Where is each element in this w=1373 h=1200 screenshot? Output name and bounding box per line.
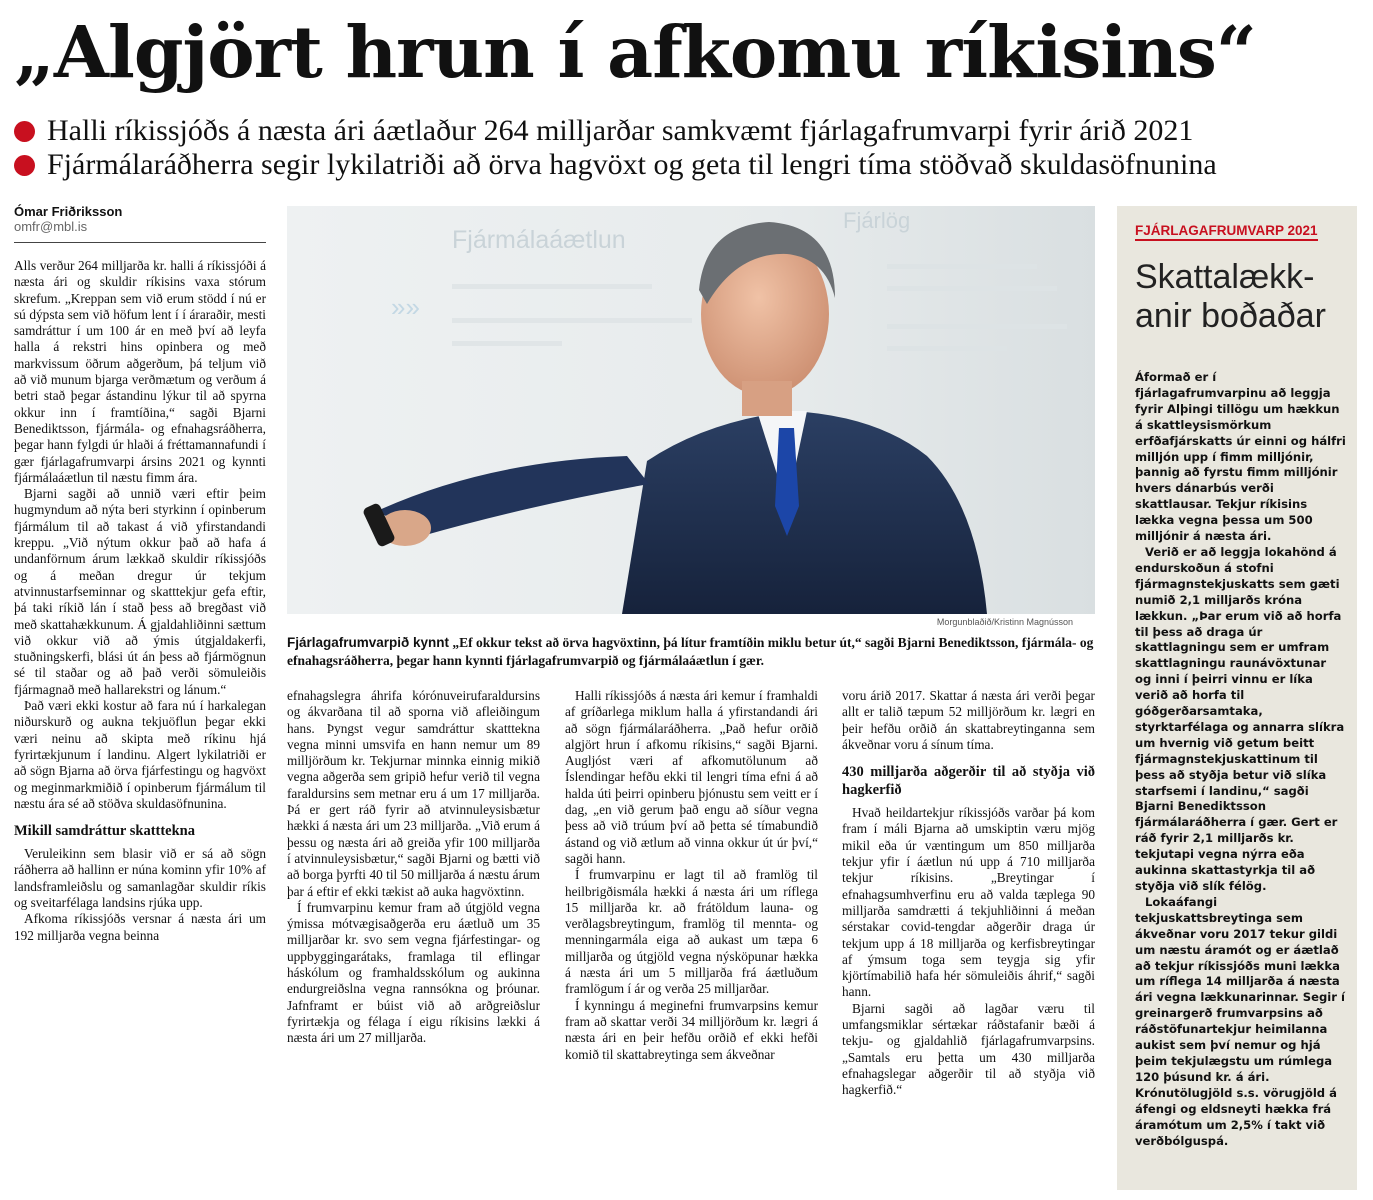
subheading: 430 milljarða aðgerðir til að styðja við hagkerfið xyxy=(842,764,1095,799)
sidebar-box xyxy=(1117,206,1357,1190)
paragraph: Alls verður 264 milljarða kr. halli á ríkissjóði á næsta ári og skuldir ríkisins vaxa stórum skrefum. „Kreppan sem við erum stödd í nú er sú dýpsta sem við höfum lent í í áraraðir, mesti samdráttur í um 100 ár en með því að leyfa halla á rekstri hins opinbera og með markvissum öðrum aðgerðum, þá teljum við að við munum bjarga verðmætum og verðum á betri stað þegar ástandinu lýkur til að spyrna okkur inn í framtíðina,“ sagði Bjarni Benediktsson, fjármála- og efnahagsráðherra, þegar hann fylgdi úr hlaði á fréttamannafundi í gær fjárlagafrumvarpi ársins 2021 og kynnti fjármálaáætlun til næstu fimm ára. xyxy=(14,258,266,485)
paragraph: Halli ríkissjóðs á næsta ári kemur í framhaldi af gríðarlega miklum halla á yfirstandandi ári að sögn fjármálaráðherra. „Það hefur orðið algjört hrun í afkomu ríkisins,“ sagði Bjarni. Augljóst væri af afkomutölunum að Íslendingar hefðu ekki til lengri tíma efni á að halda úti þeirri opinberu þjónustu sem veitt er í dag, „en við gerum það engu að síður vegna þess að við trúum því að þetta sé tímabundið ástand og við ætlum að vinna okkur út úr því,“ sagði hann. xyxy=(565,688,818,866)
paragraph: Hvað heildartekjur ríkissjóðs varðar þá kom fram í máli Bjarna að umskiptin væru mjög mikil eða úr væntingum um 850 milljarða tekjur yfir í áætlun nú upp á 710 milljarða tekjur ríkisins. „Breytingar í efnahagsumhverfinu eru að valda tæplega 90 milljarða samdrætti á tekjuhliðinni á meðan sérstakar covid-tengdar aðgerðir draga úr tekjum upp á 18 milljarða og kerfisbreytingar af ýmsum toga sem teygja sig yfir kjörtímabilið hafa hér sömuleiðis áhrif,“ sagði hann. xyxy=(842,805,1095,1000)
sidebar-title: Skattalækk-anir boðaðar xyxy=(1135,258,1326,335)
deck-item xyxy=(14,114,1359,148)
author-name: Ómar Friðriksson xyxy=(14,204,123,219)
photo-credit: Morgunblaðið/Kristinn Magnússon xyxy=(936,617,1073,627)
paragraph: Í frumvarpinu er lagt til að framlög til heilbrigðismála hækki á næsta ári um ríflega 15 milljarða kr. að frátöldum launa- og verðlagsbreytingum, framlög til mennta- og menningarmála eiga að aukast um tæpa 6 milljarða og útgjöld vegna nýsköpunar hækka á næsta ári um 5 milljarða frá áætluðum framlögum í ár og verða 25 milljarðar. xyxy=(565,867,818,997)
author-email: omfr@mbl.is xyxy=(14,219,88,234)
paragraph: Bjarni sagði að lagðar væru til umfangsmiklar sértækar ráðstafanir bæði á tekju- og gjaldahlið fjárlagafrumvarpsins. „Samtals eru þetta um 430 milljarða efnahagslegar aðgerðir til að styðja við hagkerfið.“ xyxy=(842,1000,1095,1098)
red-bullet-icon xyxy=(14,155,35,176)
red-bullet-icon xyxy=(14,121,35,142)
article-column-1 xyxy=(14,258,266,1200)
sidebar-kicker: FJÁRLAGAFRUMVARP 2021 xyxy=(1135,223,1318,241)
paragraph: Veruleikinn sem blasir við er sá að sögn ráðherra að hallinn er núna kominn yfir 10% af landsframleiðslu og samanlagðar skuldir ríkis og sveitarfélaga landsins rjúka upp. xyxy=(14,846,266,910)
caption-lead: Fjárlagafrumvarpið kynnt xyxy=(287,635,450,650)
paragraph: voru árið 2017. Skattar á næsta ári verði þegar allt er talið tæpum 52 milljörðum kr. lægri en þeir hefðu orðið án skattabreytinganna sem ákveðnar voru á sínum tíma. xyxy=(842,688,1095,752)
sidebar-body xyxy=(1135,370,1346,1149)
deck-text: Fjármálaráðherra segir lykilatriði að örva hagvöxt og geta til lengri tíma stöðvað skuldasöfnunina xyxy=(47,148,1217,181)
paragraph: Verið er að leggja lokahönd á endurskoðun á stofni fjármagnstekjuskatts sem gæti numið 2,1 milljarðs króna lækkun. „Þar erum við að horfa til þess að draga úr skattlagningu sem er umfram skattlagningu raunávöxtunar og inni í þeirri vinnu er líka verið að horfa til góðgerðarsamtaka, styrktarfélaga og annarra slíkra um hvernig við getum beitt fjármagnstekjuskattinum til þess að styðja betur við slíka starfsemi í landinu,“ sagði Bjarni Benediktsson fjármálaráðherra í gær. Gert er ráð fyrir 2,1 milljarðs kr. tekjutapi vegna nýrra eða aukinna skattastyrkja til að styðja við slík félög. xyxy=(1135,544,1345,893)
headline: „Algjört hrun í afkomu ríkisins“ xyxy=(14,10,1256,94)
screen-text: Fjármálaáætlun xyxy=(452,226,626,254)
paragraph: Í kynningu á meginefni frumvarpsins kemur fram að skattar verði 34 milljörðum kr. lægri á næsta ári en þeir hefðu orðið ef ekki hefði komið til skattabreytinga sem ákveðnar xyxy=(565,997,818,1062)
paragraph: Lokaáfangi tekjuskattsbreytinga sem ákveðnar voru 2017 tekur gildi um næstu áramót og er áætlað að tekjur ríkissjóðs muni lækka um ríflega 14 milljarða á næsta ári vegna lækkunarinnar. Segir í greinargerð frumvarpsins að ráðstöfunartekjur heimilanna aukist sem því nemur og hjá þeim tekjulægstu um rúmlega 120 þúsund kr. á ári. Krónutölugjöld s.s. vörugjöld á áfengi og eldsneyti hækka frá áramótum um 2,5% í takt við verðbólguspá. xyxy=(1135,894,1345,1148)
article-column-4 xyxy=(842,688,1095,1200)
news-photo xyxy=(287,206,1095,614)
chevrons-icon: »» xyxy=(391,292,420,322)
deck-text: Halli ríkissjóðs á næsta ári áætlaður 264 milljarðar samkvæmt fjárlagafrumvarpi fyrir árið 2021 xyxy=(47,114,1194,147)
paragraph: Áformað er í fjárlagafrumvarpinu að leggja fyrir Alþingi tillögu um hækkun á skattleysismörkum erfðafjárskatts úr einni og hálfri milljón upp í fimm milljónir, þannig að fyrstu fimm milljónir hvers dánarbús verði skattlausar. Tekjur ríkisins lækka vegna þessa um 500 milljónir á næsta ári. xyxy=(1135,370,1346,544)
paragraph: Afkoma ríkissjóðs versnar á næsta ári um 192 milljarða vegna beinna xyxy=(14,911,266,943)
article-column-3 xyxy=(565,688,818,1200)
photo-caption xyxy=(287,634,1095,670)
photo-image xyxy=(287,206,1095,614)
paragraph: efnahagslegra áhrifa kórónuveirufaraldursins og ákvarðana til að sporna við afleiðingum hans. Þyngst vegur samdráttur skatttekna vegna minni umsvifa en hann nemur um 89 milljörðum kr. Tekjurnar minnka einnig mikið vegna aðgerða sem gripið hefur verið til vegna faraldursins sem metnar eru á um 17 milljarða. Þá er gert ráð fyrir að atvinnuleysisbætur hækki á næsta ári um 23 milljarða. „Við erum á þessu og næsta ári að greiða yfir 100 milljarða í atvinnuleysisbætur,“ sagði Bjarni og bætti við að borga þyrfti 40 til 50 milljarða á næstu árum þar á eftir ef ekki tækist að auka hagvöxtinn. xyxy=(287,688,540,899)
caption-text: „Ef okkur tekst að örva hagvöxtinn, þá lítur framtíðin miklu betur út,“ sagði Bjarni Benediktsson, fjármála- og efnahagsráðherra, þegar hann kynnti fjárlagafrumvarpið og fjármálaáætlun í gær. xyxy=(287,635,1094,668)
paragraph: Í frumvarpinu kemur fram að útgjöld vegna ýmissa mótvægisaðgerða eru áætluð um 35 milljarðar kr. svo sem vegna fjárfestingar- og uppbyggingarátaks, framlaga til eflingar háskólum og framhaldsskólum og aukinna endurgreiðslna vegna rannsókna og þróunar. Jafnframt er búist við að arðgreiðslur fyrirtækja og félaga í eigu ríkisins lækki á næsta ári um 27 milljarða. xyxy=(287,899,540,1046)
byline-divider xyxy=(14,242,266,243)
byline xyxy=(14,204,266,234)
paragraph: Það væri ekki kostur að fara nú í harkalegan niðurskurð og aukna tekjuöflun þegar ekki væri neinu að skipta með ríkinu hjá fyrirtækjunum í landinu. Algert lykilatriði er að sögn Bjarna að örva fjárfestingu og hagvöxt og meginmarkmiðið í opinberum fjármálum til næstu ára sé að stöðva skuldasöfnunina. xyxy=(14,698,266,811)
deck-item xyxy=(14,148,1359,182)
deck-list xyxy=(14,114,1359,182)
screen-text: Fjárlög xyxy=(843,208,911,233)
article-column-2 xyxy=(287,688,540,1200)
paragraph: Bjarni sagði að unnið væri eftir þeim hugmyndum að nýta beri styrkinn í opinberum fjármálum til að takast á við yfirstandandi kreppu. „Við nýtum okkur það að hafa á undanförnum árum lækkað skuldir ríkissjóðs og á meðan dregur úr tekjum atvinnustarfseminnar og skatttekjur gefa eftir, þá taki ríkið lán í stað þess að bregðast við með skattahækkunum. Á gjaldahliðinni sættum við okkur við að ýmis útgjaldakerfi, stuðningskerfi, blási út án þess að fjármögnun sé til staðar og að það verði sömuleiðis fjármagnað með hallarekstri og lánum.“ xyxy=(14,486,266,697)
subheading: Mikill samdráttur skatttekna xyxy=(14,823,195,840)
